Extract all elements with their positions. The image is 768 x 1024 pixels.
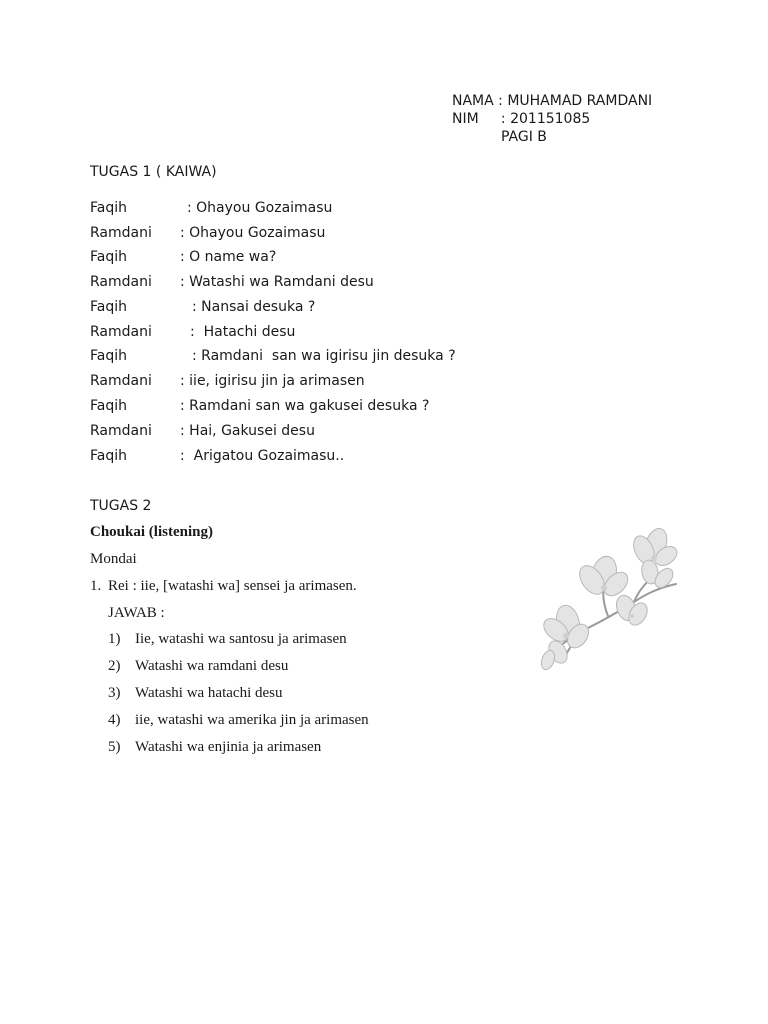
dialog-speaker: Ramdani	[90, 324, 152, 340]
dialog-line: : Ramdani san wa gakusei desuka ?	[180, 398, 430, 414]
dialog-speaker: Faqih	[90, 448, 127, 464]
answer-number: 1)	[108, 631, 121, 647]
answer-text: Watashi wa enjinia ja arimasen	[135, 739, 322, 755]
dialog-speaker: Faqih	[90, 398, 127, 414]
question-number: 1.	[90, 578, 102, 594]
dialog-line: : Watashi wa Ramdani desu	[180, 274, 374, 290]
answer-text: Watashi wa hatachi desu	[135, 685, 283, 701]
dialog-speaker: Faqih	[90, 200, 127, 216]
dialog-speaker: Faqih	[90, 249, 127, 265]
dialog-speaker: Ramdani	[90, 274, 152, 290]
answer-text: iie, watashi wa amerika jin ja arimasen	[135, 712, 369, 728]
dialog-line: : O name wa?	[180, 249, 277, 265]
answer-number: 4)	[108, 712, 121, 728]
dialog-speaker: Ramdani	[90, 423, 152, 439]
dialog-line: : iie, igirisu jin ja arimasen	[180, 373, 365, 389]
dialog-line: : Ohayou Gozaimasu	[180, 225, 326, 241]
dialog-line: : Hai, Gakusei desu	[180, 423, 315, 439]
student-class: PAGI B	[501, 129, 547, 145]
dialog-line: : Nansai desuka ?	[192, 299, 316, 315]
dialog-line: : Hatachi desu	[190, 324, 296, 340]
answer-number: 3)	[108, 685, 121, 701]
mondai-label: Mondai	[90, 551, 137, 567]
dialog-line: : Arigatou Gozaimasu..	[180, 448, 345, 464]
answer-text: Watashi wa ramdani desu	[135, 658, 289, 674]
choukai-heading: Choukai (listening)	[90, 524, 213, 540]
student-name: NAMA : MUHAMAD RAMDANI	[452, 93, 653, 109]
dialog-speaker: Faqih	[90, 299, 127, 315]
dialog-line: : Ohayou Gozaimasu	[187, 200, 333, 216]
tugas1-title: TUGAS 1 ( KAIWA)	[90, 164, 217, 180]
answer-number: 5)	[108, 739, 121, 755]
question-text: Rei : iie, [watashi wa] sensei ja arimasen.	[108, 578, 357, 594]
dialog-speaker: Ramdani	[90, 225, 152, 241]
magnolia-branch-icon	[538, 522, 680, 672]
dialog-speaker: Ramdani	[90, 373, 152, 389]
dialog-line: : Ramdani san wa igirisu jin desuka ?	[192, 348, 456, 364]
student-nim: NIM : 201151085	[452, 111, 591, 127]
tugas2-title: TUGAS 2	[90, 498, 152, 514]
dialog-speaker: Faqih	[90, 348, 127, 364]
jawab-label: JAWAB :	[108, 605, 165, 621]
answer-text: Iie, watashi wa santosu ja arimasen	[135, 631, 347, 647]
answer-number: 2)	[108, 658, 121, 674]
